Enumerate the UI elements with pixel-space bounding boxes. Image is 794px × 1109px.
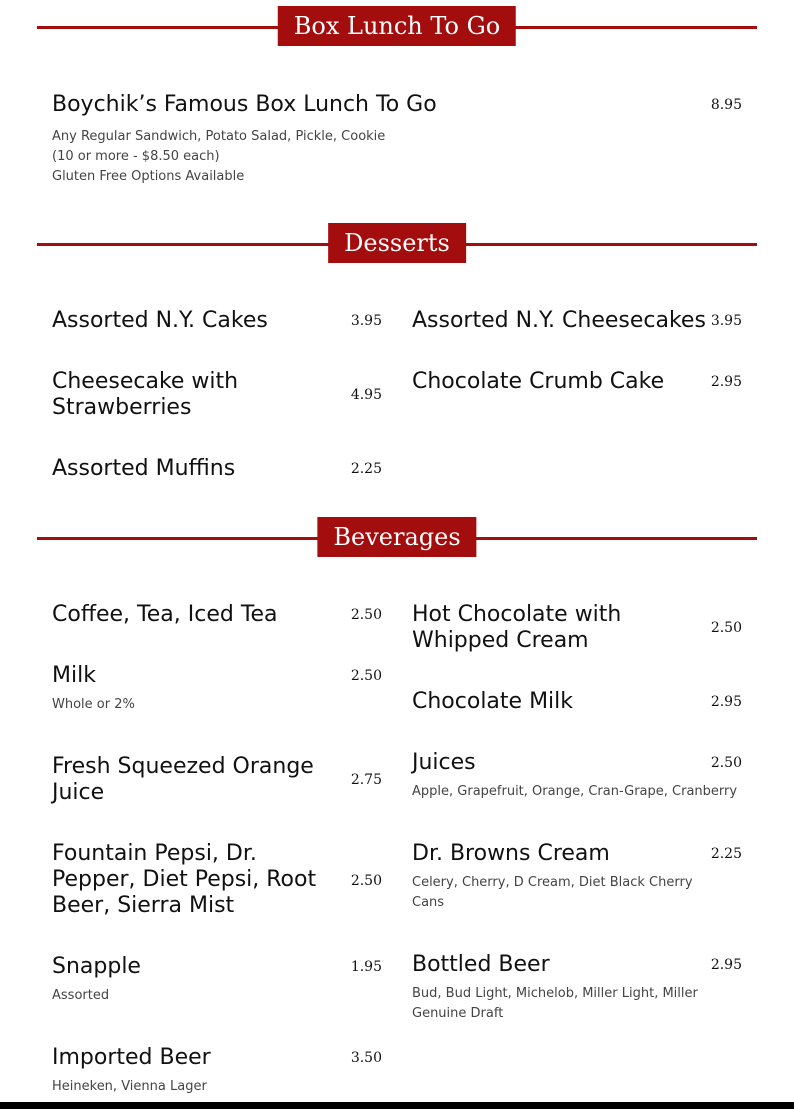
item-price: 2.50 xyxy=(350,873,382,889)
menu-item xyxy=(412,689,742,715)
section-title-box-lunch: Box Lunch To Go xyxy=(278,6,516,46)
item-description: Bud, Bud Light, Michelob, Miller Light, Miller Genuine Draft xyxy=(412,986,698,1021)
item-description: Whole or 2% xyxy=(52,697,135,712)
menu-item xyxy=(52,308,382,334)
menu-item xyxy=(52,954,382,1006)
menu-item xyxy=(52,602,382,628)
item-name: Juices xyxy=(412,750,476,775)
item-name: Coffee, Tea, Iced Tea xyxy=(52,602,278,627)
item-name: Chocolate Crumb Cake xyxy=(412,369,665,394)
section-title-desserts: Desserts xyxy=(328,223,466,263)
item-description: Heineken, Vienna Lager xyxy=(52,1079,207,1094)
section-title-beverages: Beverages xyxy=(317,517,476,557)
item-name: Assorted N.Y. Cheesecakes xyxy=(412,308,706,333)
item-name: Fresh Squeezed Orange Juice xyxy=(52,754,314,805)
desc-line: (10 or more - $8.50 each) xyxy=(52,149,220,164)
item-price: 2.50 xyxy=(710,755,742,771)
menu-item xyxy=(52,663,382,715)
item-price: 1.95 xyxy=(350,959,382,975)
item-name: Imported Beer xyxy=(52,1045,211,1070)
item-price: 2.50 xyxy=(350,607,382,623)
item-name: Fountain Pepsi, Dr. Pepper, Diet Pepsi, Root Beer, Sierra Mist xyxy=(52,841,317,918)
menu-item-box-lunch xyxy=(52,92,742,187)
section-header-box-lunch xyxy=(37,6,757,46)
item-price: 2.50 xyxy=(350,668,382,684)
item-price: 2.95 xyxy=(710,374,742,390)
item-name: Dr. Browns Cream xyxy=(412,841,610,866)
section-header-desserts xyxy=(37,223,757,263)
item-name: Boychik’s Famous Box Lunch To Go xyxy=(52,92,437,117)
menu-item xyxy=(412,841,742,913)
desc-line: Gluten Free Options Available xyxy=(52,169,245,184)
item-price: 3.95 xyxy=(710,313,742,329)
item-name: Cheesecake with Strawberries xyxy=(52,369,239,420)
item-price: 4.95 xyxy=(350,387,382,403)
item-description: Celery, Cherry, D Cream, Diet Black Cherry Cans xyxy=(412,875,693,910)
item-price: 2.95 xyxy=(710,694,742,710)
bottom-border xyxy=(0,1102,794,1109)
section-header-beverages xyxy=(37,517,757,557)
menu-item xyxy=(412,952,742,1024)
menu-item xyxy=(412,308,742,334)
item-description: Apple, Grapefruit, Orange, Cran-Grape, Cranberry xyxy=(412,784,738,799)
menu-item xyxy=(52,841,382,919)
menu-item xyxy=(412,750,742,802)
item-name: Hot Chocolate with Whipped Cream xyxy=(412,602,622,653)
item-price: 3.95 xyxy=(350,313,382,329)
menu-item xyxy=(52,456,382,482)
desc-line: Any Regular Sandwich, Potato Salad, Pickle, Cookie xyxy=(52,129,386,144)
item-price: 2.25 xyxy=(350,461,382,477)
item-price: 2.25 xyxy=(710,846,742,862)
item-name: Milk xyxy=(52,663,96,688)
item-price: 2.95 xyxy=(710,957,742,973)
item-description: Assorted xyxy=(52,988,110,1003)
menu-item xyxy=(412,602,742,654)
item-price: 3.50 xyxy=(350,1050,382,1066)
item-price: 2.50 xyxy=(710,620,742,636)
menu-item xyxy=(52,369,382,421)
item-name: Assorted N.Y. Cakes xyxy=(52,308,268,333)
item-name: Assorted Muffins xyxy=(52,456,236,481)
menu-item xyxy=(52,1045,382,1097)
menu-item xyxy=(412,369,742,395)
item-name: Bottled Beer xyxy=(412,952,550,977)
item-price: 2.75 xyxy=(350,772,382,788)
item-name: Snapple xyxy=(52,954,141,979)
menu-item xyxy=(52,754,382,806)
item-description xyxy=(52,127,742,187)
item-price: 8.95 xyxy=(710,97,742,113)
item-name: Chocolate Milk xyxy=(412,689,574,714)
